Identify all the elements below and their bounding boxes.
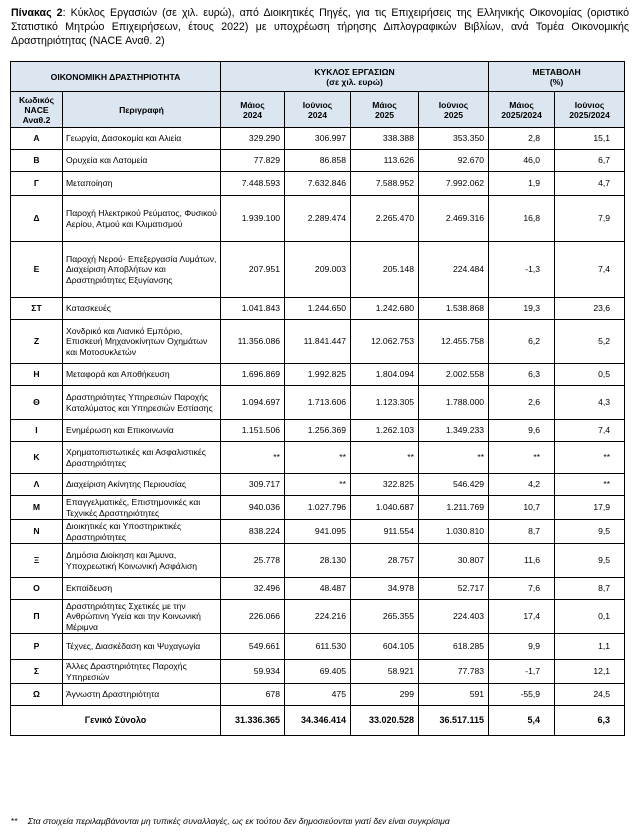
turnover-cell: 7.992.062 (419, 172, 489, 196)
table-body (11, 128, 625, 706)
table-caption (11, 6, 629, 48)
turnover-cell: 1.040.687 (351, 496, 419, 520)
change-cell: 7,9 (555, 196, 625, 242)
activity-description: Επαγγελματικές, Επιστημονικές και Τεχνικές Δραστηριότητες (63, 496, 221, 520)
caption-text: : Κύκλος Εργασιών (σε χιλ. ευρώ), από Διοικητικές Πηγές, για τις Επιχειρήσεις της Ελληνικής Οικονομίας (οριστικό Στατιστικό Μητρώο Επιχειρήσεων, έτους 2022) με υποχρέωση τήρησης Διπλογραφικών Βιβλίων, ανά Τομέα Οικονομικής Δραστηριότητας (NACE Αναθ. 2) (11, 7, 629, 47)
turnover-cell: 475 (285, 684, 351, 706)
turnover-cell: 92.670 (419, 150, 489, 172)
turnover-cell: 7.588.952 (351, 172, 419, 196)
turnover-cell: 113.626 (351, 150, 419, 172)
change-cell: 7,4 (555, 242, 625, 298)
change-cell: 15,1 (555, 128, 625, 150)
change-cell: 46,0 (489, 150, 555, 172)
total-cell: 34.346.414 (285, 706, 351, 736)
total-cell: 5,4 (489, 706, 555, 736)
turnover-cell: 58.921 (351, 660, 419, 684)
turnover-cell: 2.289.474 (285, 196, 351, 242)
change-cell: -55,9 (489, 684, 555, 706)
turnover-cell: ** (285, 442, 351, 474)
turnover-cell: 86.858 (285, 150, 351, 172)
nace-code: Ω (11, 684, 63, 706)
change-cell: 6,3 (489, 364, 555, 386)
header-change-group (489, 62, 625, 92)
change-cell: ** (555, 442, 625, 474)
turnover-cell: 1.244.650 (285, 298, 351, 320)
header-change-unit: (%) (549, 76, 564, 87)
change-cell: 5,2 (555, 320, 625, 364)
header-month: Ιούνιος (302, 99, 333, 110)
turnover-cell: 1.349.233 (419, 420, 489, 442)
table-row (11, 634, 625, 660)
footnote-text: Στα στοιχεία περιλαμβάνονται μη τυπικές συναλλαγές, ως εκ τούτου δεν δημοσιεύονται γιατί δεν είναι συγκρίσιμα (27, 816, 450, 826)
change-cell: 23,6 (555, 298, 625, 320)
turnover-cell: 2.002.558 (419, 364, 489, 386)
header-june-2024 (285, 92, 351, 128)
change-cell: 6,2 (489, 320, 555, 364)
activity-description: Παροχή Ηλεκτρικού Ρεύματος, Φυσικού Αερίου, Ατμού και Κλιματισμού (63, 196, 221, 242)
turnover-cell: ** (351, 442, 419, 474)
change-cell: 17,9 (555, 496, 625, 520)
change-cell: 6,7 (555, 150, 625, 172)
turnover-cell: 2.265.470 (351, 196, 419, 242)
turnover-cell: 546.429 (419, 474, 489, 496)
change-cell: 10,7 (489, 496, 555, 520)
activity-description: Τέχνες, Διασκέδαση και Ψυχαγωγία (63, 634, 221, 660)
table-row (11, 320, 625, 364)
turnover-cell: 1.041.843 (221, 298, 285, 320)
change-cell: 1,1 (555, 634, 625, 660)
table-row (11, 684, 625, 706)
nace-code: Λ (11, 474, 63, 496)
activity-description: Χονδρικό και Λιανικό Εμπόριο, Επισκευή Μηχανοκίνητων Οχημάτων και Μοτοσυκλετών (63, 320, 221, 364)
change-cell: 8,7 (555, 578, 625, 600)
turnover-cell: 1.151.506 (221, 420, 285, 442)
turnover-cell: 2.469.316 (419, 196, 489, 242)
nace-code: Ν (11, 520, 63, 544)
table-row (11, 520, 625, 544)
change-cell: 0,5 (555, 364, 625, 386)
turnover-cell: 611.530 (285, 634, 351, 660)
turnover-cell: 11.841.447 (285, 320, 351, 364)
table-row (11, 364, 625, 386)
header-year: 2025 (443, 109, 464, 120)
header-code (11, 92, 63, 128)
activity-description: Παροχή Νερού· Επεξεργασία Λυμάτων, Διαχείριση Αποβλήτων και Δραστηριότητες Εξυγίανσης (63, 242, 221, 298)
nace-code: Ρ (11, 634, 63, 660)
turnover-cell: 28.130 (285, 544, 351, 578)
turnover-cell: 1.992.825 (285, 364, 351, 386)
footnote-mark: ** (11, 816, 18, 826)
turnover-cell: 1.030.810 (419, 520, 489, 544)
header-change-june (555, 92, 625, 128)
turnover-cell: 224.403 (419, 600, 489, 634)
change-cell: 12,1 (555, 660, 625, 684)
turnover-cell: 1.713.606 (285, 386, 351, 420)
header-year: 2025 (374, 109, 395, 120)
activity-description: Διοικητικές και Υποστηρικτικές Δραστηριότητες (63, 520, 221, 544)
nace-code: Σ (11, 660, 63, 684)
turnover-cell: 306.997 (285, 128, 351, 150)
table-row (11, 172, 625, 196)
change-cell: 2,8 (489, 128, 555, 150)
activity-description: Γεωργία, Δασοκομία και Αλιεία (63, 128, 221, 150)
table-row (11, 242, 625, 298)
nace-code: Ξ (11, 544, 63, 578)
turnover-cell: 25.778 (221, 544, 285, 578)
table-row (11, 544, 625, 578)
table-row (11, 442, 625, 474)
change-cell: 9,6 (489, 420, 555, 442)
header-year: 2024 (242, 109, 263, 120)
total-cell: 33.020.528 (351, 706, 419, 736)
change-cell: 16,8 (489, 196, 555, 242)
change-cell: 4,2 (489, 474, 555, 496)
activity-description: Άλλες Δραστηριότητες Παροχής Υπηρεσιών (63, 660, 221, 684)
table-row (11, 196, 625, 242)
turnover-cell: 1.211.769 (419, 496, 489, 520)
turnover-cell: 1.123.305 (351, 386, 419, 420)
header-turnover-group (221, 62, 489, 92)
turnover-cell: 7.448.593 (221, 172, 285, 196)
change-cell: 1,9 (489, 172, 555, 196)
turnover-cell: 48.487 (285, 578, 351, 600)
activity-description: Ενημέρωση και Επικοινωνία (63, 420, 221, 442)
change-cell: 9,5 (555, 544, 625, 578)
nace-code: ΣΤ (11, 298, 63, 320)
header-month: Μάιος (509, 99, 534, 110)
turnover-cell: 209.003 (285, 242, 351, 298)
nace-code: Δ (11, 196, 63, 242)
turnover-cell: 226.066 (221, 600, 285, 634)
turnover-cell: 618.285 (419, 634, 489, 660)
table-row (11, 474, 625, 496)
caption-prefix: Πίνακας 2 (11, 7, 63, 19)
turnover-cell: 1.939.100 (221, 196, 285, 242)
turnover-cell: 77.783 (419, 660, 489, 684)
turnover-cell: 224.484 (419, 242, 489, 298)
table-row (11, 660, 625, 684)
turnover-cell: ** (419, 442, 489, 474)
change-cell: 19,3 (489, 298, 555, 320)
change-cell: 11,6 (489, 544, 555, 578)
turnover-cell: 353.350 (419, 128, 489, 150)
change-cell: 0,1 (555, 600, 625, 634)
turnover-cell: 1.788.000 (419, 386, 489, 420)
activity-description: Χρηματοπιστωτικές και Ασφαλιστικές Δραστηριότητες (63, 442, 221, 474)
nace-code: Η (11, 364, 63, 386)
turnover-cell: 338.388 (351, 128, 419, 150)
turnover-cell: 941.095 (285, 520, 351, 544)
total-cell: 6,3 (555, 706, 625, 736)
activity-description: Μεταφορά και Αποθήκευση (63, 364, 221, 386)
turnover-cell: 12.455.758 (419, 320, 489, 364)
activity-description: Μεταποίηση (63, 172, 221, 196)
header-may-2024 (221, 92, 285, 128)
header-year: 2025/2024 (501, 109, 542, 120)
change-cell: 2,6 (489, 386, 555, 420)
activity-description: Εκπαίδευση (63, 578, 221, 600)
turnover-cell: 34.978 (351, 578, 419, 600)
change-cell: -1,3 (489, 242, 555, 298)
nace-code: Κ (11, 442, 63, 474)
header-month: Μάιος (240, 99, 265, 110)
turnover-cell: 911.554 (351, 520, 419, 544)
turnover-cell: 591 (419, 684, 489, 706)
change-cell: 7,4 (555, 420, 625, 442)
activity-description: Κατασκευές (63, 298, 221, 320)
turnover-cell: 69.405 (285, 660, 351, 684)
header-year: 2025/2024 (569, 109, 610, 120)
nace-code: Μ (11, 496, 63, 520)
table-row (11, 496, 625, 520)
turnover-cell: 329.290 (221, 128, 285, 150)
turnover-cell: 1.094.697 (221, 386, 285, 420)
turnover-cell: 77.829 (221, 150, 285, 172)
nace-code: Α (11, 128, 63, 150)
turnover-cell: 940.036 (221, 496, 285, 520)
nace-code: Θ (11, 386, 63, 420)
header-change-title: ΜΕΤΑΒΟΛΗ (532, 66, 581, 77)
footnote (11, 816, 450, 826)
change-cell: 17,4 (489, 600, 555, 634)
activity-description: Δημόσια Διοίκηση και Άμυνα, Υποχρεωτική Κοινωνική Ασφάλιση (63, 544, 221, 578)
turnover-cell: 1.696.869 (221, 364, 285, 386)
turnover-cell: 11.356.086 (221, 320, 285, 364)
table-row (11, 578, 625, 600)
turnover-cell: 28.757 (351, 544, 419, 578)
nace-code: Β (11, 150, 63, 172)
nace-code: Ι (11, 420, 63, 442)
turnover-cell: ** (285, 474, 351, 496)
table-row (11, 420, 625, 442)
activity-description: Διαχείριση Ακίνητης Περιουσίας (63, 474, 221, 496)
change-cell: 4,7 (555, 172, 625, 196)
header-code-line: Κωδικός (18, 94, 55, 105)
turnover-cell: 322.825 (351, 474, 419, 496)
header-change-may (489, 92, 555, 128)
change-cell: 7,6 (489, 578, 555, 600)
table-row (11, 600, 625, 634)
header-turnover-unit: (σε χιλ. ευρώ) (326, 76, 383, 87)
table-row (11, 150, 625, 172)
change-cell: ** (489, 442, 555, 474)
header-may-2025 (351, 92, 419, 128)
header-june-2025 (419, 92, 489, 128)
change-cell: 4,3 (555, 386, 625, 420)
turnover-table (10, 61, 625, 736)
turnover-cell: 1.256.369 (285, 420, 351, 442)
header-activity-group: ΟΙΚΟΝΟΜΙΚΗ ΔΡΑΣΤΗΡΙΟΤΗΤΑ (11, 62, 221, 92)
nace-code: Ε (11, 242, 63, 298)
turnover-cell: 30.807 (419, 544, 489, 578)
turnover-cell: 12.062.753 (351, 320, 419, 364)
change-cell: 8,7 (489, 520, 555, 544)
header-month: Μάιος (372, 99, 397, 110)
turnover-cell: 205.148 (351, 242, 419, 298)
change-cell: 9,9 (489, 634, 555, 660)
turnover-cell: 7.632.846 (285, 172, 351, 196)
activity-description: Δραστηριότητες Σχετικές με την Ανθρώπινη Υγεία και την Κοινωνική Μέριμνα (63, 600, 221, 634)
turnover-cell: 224.216 (285, 600, 351, 634)
turnover-cell: 1.242.680 (351, 298, 419, 320)
turnover-cell: 59.934 (221, 660, 285, 684)
header-month: Ιούνιος (438, 99, 469, 110)
total-cell: 36.517.115 (419, 706, 489, 736)
activity-description: Άγνωστη Δραστηριότητα (63, 684, 221, 706)
turnover-cell: 1.538.868 (419, 298, 489, 320)
change-cell: 9,5 (555, 520, 625, 544)
turnover-cell: 1.027.796 (285, 496, 351, 520)
header-turnover-title: ΚΥΚΛΟΣ ΕΡΓΑΣΙΩΝ (314, 66, 395, 77)
turnover-cell: 549.661 (221, 634, 285, 660)
table-row (11, 386, 625, 420)
change-cell: 24,5 (555, 684, 625, 706)
turnover-cell: 299 (351, 684, 419, 706)
turnover-cell: 1.804.094 (351, 364, 419, 386)
header-code-line: Αναθ.2 (22, 114, 51, 125)
change-cell: ** (555, 474, 625, 496)
turnover-cell: 52.717 (419, 578, 489, 600)
nace-code: Ζ (11, 320, 63, 364)
turnover-cell: 604.105 (351, 634, 419, 660)
turnover-cell: ** (221, 442, 285, 474)
total-cell: 31.336.365 (221, 706, 285, 736)
turnover-cell: 207.951 (221, 242, 285, 298)
activity-description: Δραστηριότητες Υπηρεσιών Παροχής Καταλύματος και Υπηρεσιών Εστίασης (63, 386, 221, 420)
table-row (11, 128, 625, 150)
header-month: Ιούνιος (574, 99, 605, 110)
header-description: Περιγραφή (63, 92, 221, 128)
nace-code: Γ (11, 172, 63, 196)
header-code-line: NACE (24, 104, 49, 115)
turnover-cell: 1.262.103 (351, 420, 419, 442)
table-row (11, 298, 625, 320)
change-cell: -1,7 (489, 660, 555, 684)
nace-code: Ο (11, 578, 63, 600)
activity-description: Ορυχεία και Λατομεία (63, 150, 221, 172)
total-label: Γενικό Σύνολο (11, 706, 221, 736)
turnover-cell: 678 (221, 684, 285, 706)
turnover-cell: 32.496 (221, 578, 285, 600)
turnover-cell: 838.224 (221, 520, 285, 544)
total-row (11, 706, 625, 736)
turnover-cell: 265.355 (351, 600, 419, 634)
header-year: 2024 (307, 109, 328, 120)
turnover-cell: 309.717 (221, 474, 285, 496)
nace-code: Π (11, 600, 63, 634)
